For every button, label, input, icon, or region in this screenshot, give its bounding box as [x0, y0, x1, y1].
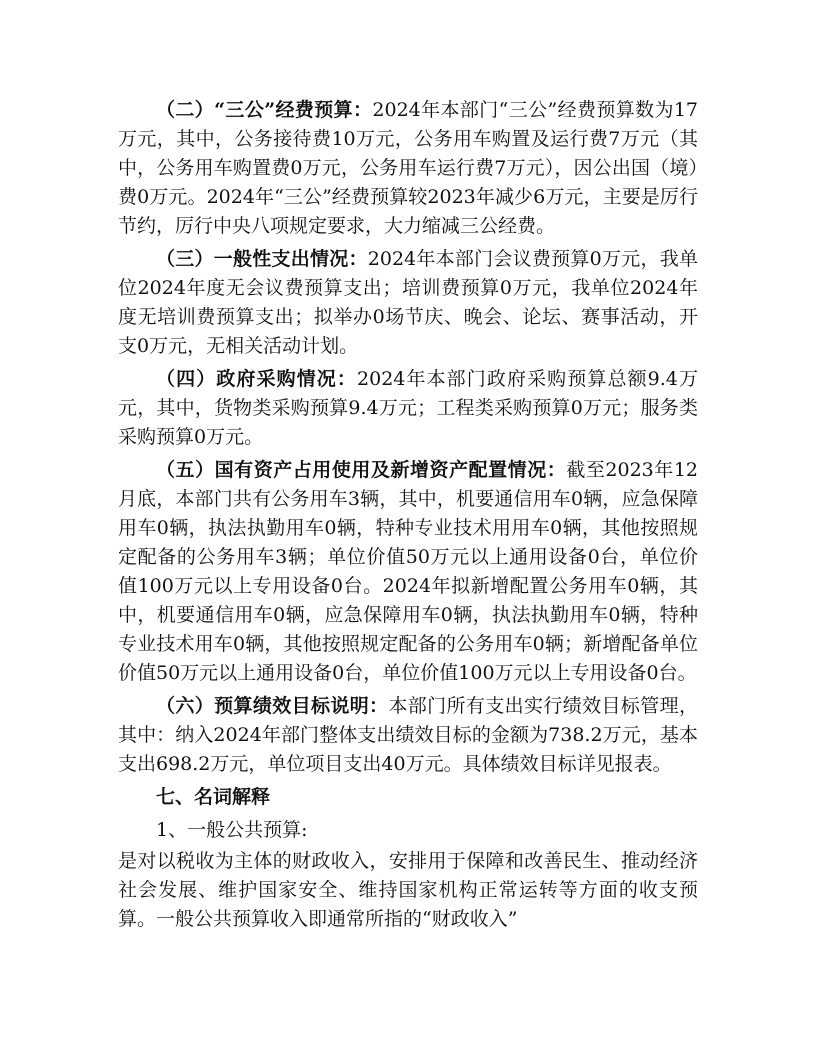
- term-heading-general-budget: 1、一般公共预算:: [156, 819, 308, 841]
- paragraph-lead: （五）国有资产占用使用及新增资产配置情况：: [156, 459, 567, 481]
- paragraph-body: 2024年本部门“三公”经费预算数为17万元，其中，公务接待费10万元，公务用车购置及运行费7万元（其中，公务用车购置费0万元，公务用车运行费7万元），因公出国（境）费0万元。2024年“三公”经费预算较2023年减少6万元，主要是厉行节约，厉行中央八项规定要求，大力缩减三公经费。: [118, 99, 698, 237]
- paragraph-body: 2024年本部门政府采购预算总额9.4万元，其中，货物类采购预算9.4万元；工程类采购预算0万元；服务类采购预算0万元。: [118, 368, 698, 448]
- paragraph-body: 截至2023年12月底，本部门共有公务用车3辆，其中，机要通信用车0辆，应急保障用车0辆，执法执勤用车0辆，特种专业技术用用车0辆，其他按照规定配备的公务用车3辆；单位价值50万元以上通用设备0台，单位价值100万元以上专用设备0台。2024年拟新增配置公务用车0辆，其中，机要通信用车0辆，应急保障用车0辆，执法执勤用车0辆，特种专业技术用车0辆，其他按照规定配备的公务用车0辆；新增配备单位价值50万元以上通用设备0台，单位价值100万元以上专用设备0台。: [118, 459, 698, 684]
- section-heading-glossary: 七、名词解释: [156, 786, 271, 808]
- paragraph-body: 2024年本部门会议费预算0万元，我单位2024年度无会议费预算支出；培训费预算0万元，我单位2024年度无培训费预算支出；拟举办0场节庆、晚会、论坛、赛事活动，开支0万元，无相关活动计划。: [118, 248, 698, 357]
- paragraph-lead: （二）“三公”经费预算：: [156, 99, 373, 121]
- paragraph-lead: （三）一般性支出情况：: [156, 248, 368, 270]
- term-definition-general-budget: 是对以税收为主体的财政收入，安排用于保障和改善民生、推动经济社会发展、维护国家安全、维持国家机构正常运转等方面的收支预算。一般公共预算收入即通常所指的“财政收入”: [118, 850, 698, 930]
- paragraph-lead: （四）政府采购情况：: [156, 368, 358, 390]
- paragraph-performance-targets: [118, 692, 698, 779]
- paragraph-state-assets: [118, 456, 698, 688]
- paragraph-lead: （六）预算绩效目标说明：: [156, 695, 389, 717]
- paragraph-body: 本部门所有支出实行绩效目标管理，其中：纳入2024年部门整体支出绩效目标的金额为738.2万元，基本支出698.2万元，单位项目支出40万元。具体绩效目标详见报表。: [118, 695, 698, 775]
- paragraph-general-expenditure: [118, 245, 698, 361]
- document-page: [118, 96, 698, 938]
- paragraph-government-procurement: [118, 365, 698, 452]
- paragraph-sangong-budget: [118, 96, 698, 241]
